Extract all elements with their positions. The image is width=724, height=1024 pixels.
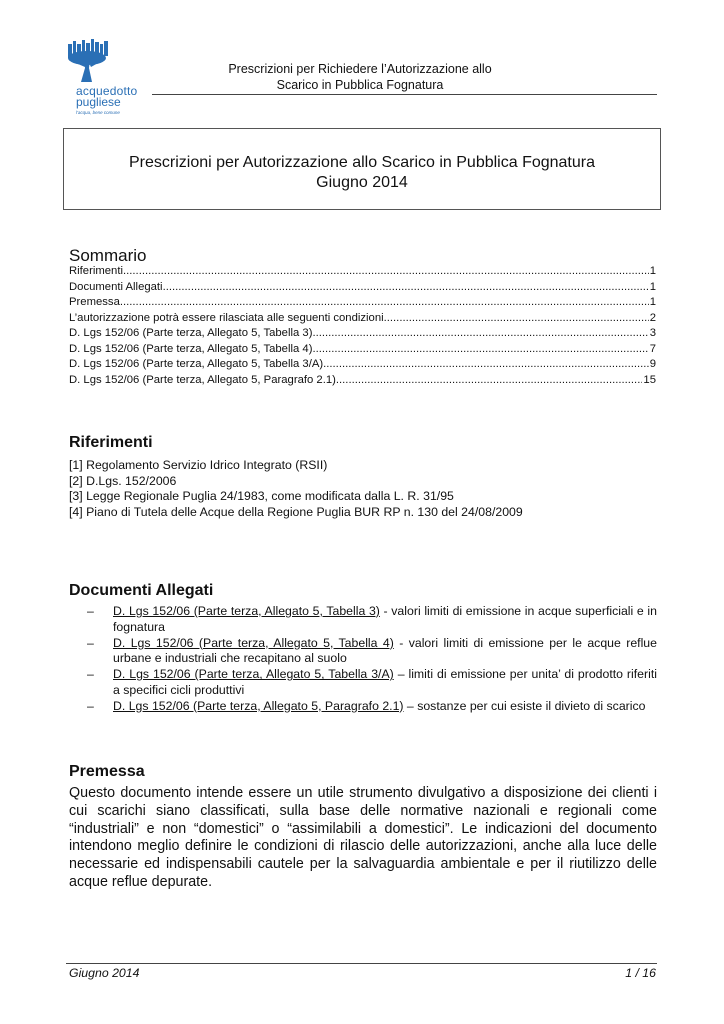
sommario-heading: Sommario: [69, 246, 147, 265]
toc-entry-premessa[interactable]: [69, 295, 656, 311]
document-date: Giugno 2014: [316, 174, 408, 191]
attachment-item: [87, 667, 657, 699]
attachment-item: [87, 636, 657, 668]
premessa-paragraph: Questo documento intende essere un utile strumento divulgativo a disposizione dei clienti i cui scarichi siano classificati, sulla base delle normative nazionali e regionali come “industriali” e non “domestici” o “assimilabili a domestici”. Le indicazioni del documento intendono meglio definire le condizioni di rilascio delle autorizzazioni, anche alla luce delle necessarie ed indispensabili cautele per la salvaguardia ambientale e per il riutilizzo delle acque reflue depurate.: [69, 785, 657, 890]
footer-divider: [66, 963, 657, 964]
footer-date: Giugno 2014: [69, 966, 140, 980]
attachment-description: – sostanze per cui esiste il divieto di scarico: [403, 698, 646, 713]
toc-entry-documenti-allegati[interactable]: [69, 280, 656, 296]
logo-tagline: l'acqua, bene comune: [76, 110, 120, 115]
bullet-dash: –: [87, 604, 94, 618]
document-title: Prescrizioni per Autorizzazione allo Scarico in Pubblica Fognatura: [128, 154, 595, 171]
attachment-item: [87, 604, 657, 636]
toc-entry-page: 3: [649, 327, 656, 339]
logo-name-line1: acquedotto: [76, 84, 138, 98]
toc-entry-page: 7: [649, 342, 656, 355]
logo-name-line2: pugliese: [76, 95, 121, 109]
premessa-heading: Premessa: [69, 763, 145, 780]
toc-entry-tabella-3[interactable]: [69, 326, 656, 342]
toc-entry-page: 1: [649, 265, 656, 277]
toc-entry-label: Documenti Allegati: [69, 280, 163, 293]
toc-entry-label: D. Lgs 152/06 (Parte terza, Allegato 5, Tabella 4): [69, 342, 313, 355]
attachment-link[interactable]: D. Lgs 152/06 (Parte terza, Allegato 5, Paragrafo 2.1): [113, 698, 404, 713]
references-list: [69, 458, 523, 520]
toc-entry-page: 9: [649, 358, 656, 370]
reference-item: [3] Legge Regionale Puglia 24/1983, come modificata dalla L. R. 31/95: [69, 489, 454, 503]
toc-entry-tabella-3a[interactable]: [69, 357, 656, 373]
header-title-line1: Prescrizioni per Richiedere l’Autorizzazione allo: [228, 62, 492, 76]
attachment-description: - valori limiti di emissione in acque superficiali e in fognatura: [113, 604, 657, 634]
title-box: [63, 128, 661, 210]
attachments-list: [87, 604, 657, 715]
attachment-link[interactable]: D. Lgs 152/06 (Parte terza, Allegato 5, Tabella 4): [113, 635, 394, 650]
bullet-dash: –: [87, 635, 94, 650]
toc-entry-page: 15: [643, 373, 656, 386]
toc-entry-label: L’autorizzazione potrà essere rilasciata alle seguenti condizioni: [69, 311, 384, 324]
toc-entry-condizioni[interactable]: [69, 311, 656, 327]
toc-entry-riferimenti[interactable]: [69, 264, 656, 280]
reference-item: [4] Piano di Tutela delle Acque della Regione Puglia BUR RP n. 130 del 24/08/2009: [69, 504, 523, 519]
toc-entry-label: Premessa: [69, 296, 120, 308]
header-divider: [152, 94, 657, 95]
toc-entry-label: Riferimenti: [69, 265, 123, 277]
attachment-description: - valori limiti di emissione per le acque reflue urbane e industriali che recapitano al suolo: [113, 635, 657, 666]
attachment-description: – limiti di emissione per unita’ di prodotto riferiti a specifici cicli produttivi: [113, 667, 657, 697]
toc-entry-paragrafo-2-1[interactable]: [69, 373, 656, 389]
toc-entry-label: D. Lgs 152/06 (Parte terza, Allegato 5, Paragrafo 2.1): [69, 373, 336, 386]
riferimenti-heading: Riferimenti: [69, 434, 153, 451]
attachment-link[interactable]: D. Lgs 152/06 (Parte terza, Allegato 5, Tabella 3/A): [113, 667, 394, 682]
table-of-contents: [69, 264, 656, 388]
reference-item: [2] D.Lgs. 152/2006: [69, 473, 177, 488]
toc-entry-page: 2: [649, 311, 656, 324]
bullet-dash: –: [87, 698, 94, 713]
toc-entry-label: D. Lgs 152/06 (Parte terza, Allegato 5, Tabella 3/A): [69, 358, 324, 370]
toc-entry-tabella-4[interactable]: [69, 342, 656, 358]
reference-item: [1] Regolamento Servizio Idrico Integrato (RSII): [69, 458, 328, 472]
company-logo: [62, 38, 152, 122]
tree-logo-icon: [66, 38, 112, 84]
attachment-link[interactable]: D. Lgs 152/06 (Parte terza, Allegato 5, Tabella 3): [113, 604, 380, 618]
toc-entry-page: 1: [649, 296, 656, 308]
toc-entry-label: D. Lgs 152/06 (Parte terza, Allegato 5, Tabella 3): [69, 327, 313, 339]
page-number: 1 / 16: [625, 966, 656, 980]
header-title-line2: Scarico in Pubblica Fognatura: [276, 78, 444, 92]
toc-entry-page: 1: [649, 280, 656, 293]
bullet-dash: –: [87, 667, 94, 682]
attachment-item: [87, 699, 657, 715]
documenti-allegati-heading: Documenti Allegati: [69, 582, 214, 599]
